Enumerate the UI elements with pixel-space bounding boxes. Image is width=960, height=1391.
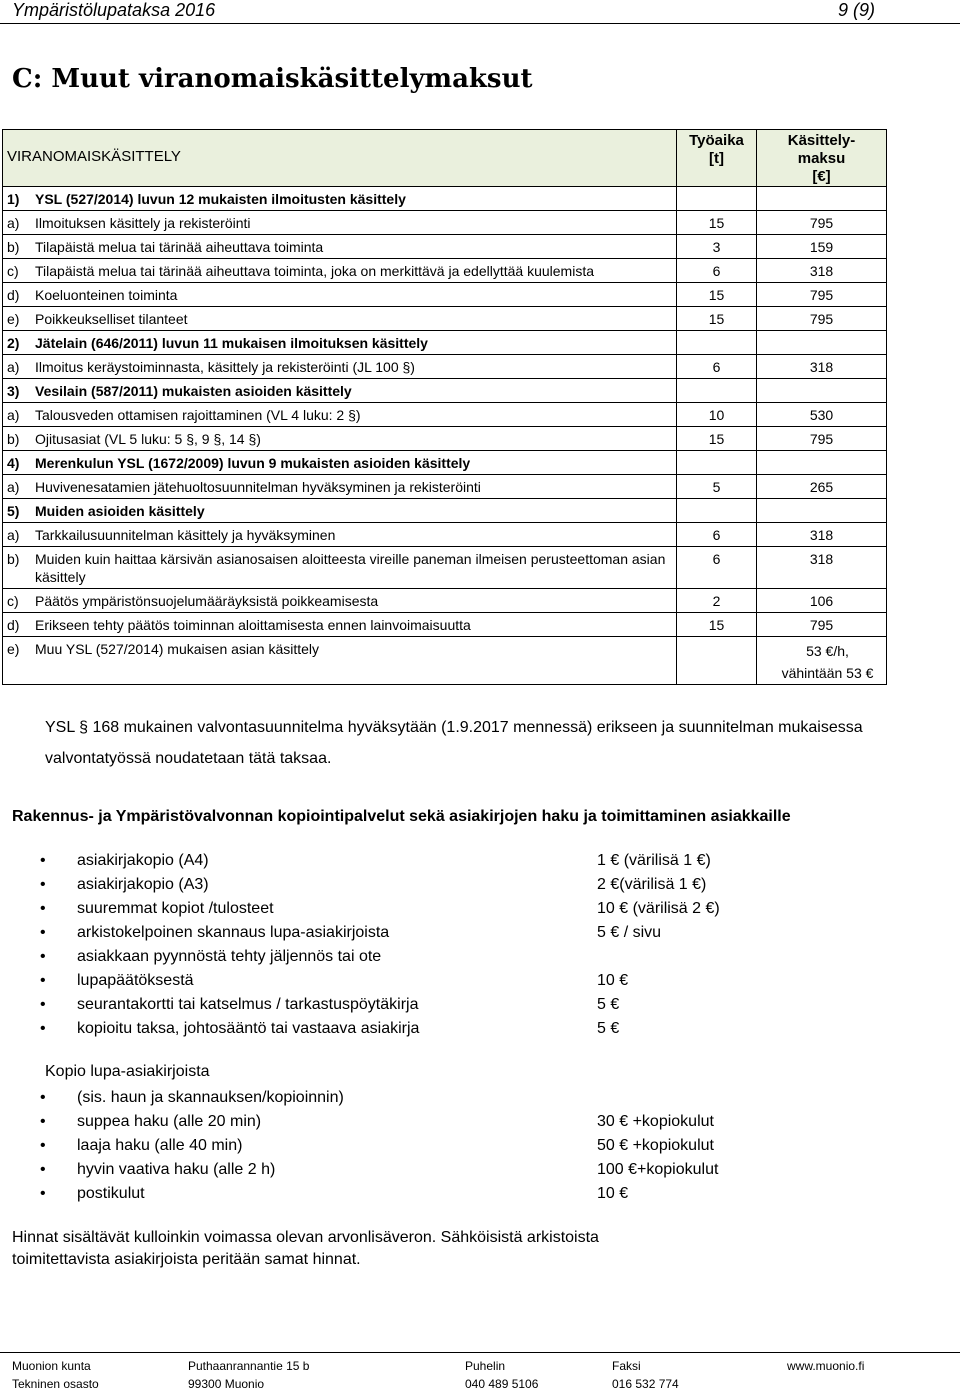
- row-label: b): [7, 239, 20, 255]
- table-section-row: [3, 187, 887, 211]
- row-text: Muiden asioiden käsittely: [35, 503, 205, 519]
- row-description: [3, 211, 677, 235]
- row-label: 3): [7, 383, 20, 399]
- row-description: [3, 451, 677, 475]
- bullet-icon: •: [40, 1089, 46, 1106]
- document-title: Ympäristölupataksa 2016: [12, 0, 216, 20]
- list-item-price: 1 € (värilisä 1 €): [597, 852, 711, 869]
- list-item-text: postikulut: [77, 1185, 145, 1202]
- bullet-icon: •: [40, 1113, 46, 1130]
- bullet-icon: •: [40, 1161, 46, 1178]
- vat-note: Hinnat sisältävät kulloinkin voimassa olevan arvonlisäveron. Sähköisistä arkistoista toimitettavista asiakirjoista peritään samat hinnat.: [12, 1229, 599, 1268]
- row-fee: [757, 451, 887, 475]
- row-description: [3, 637, 677, 685]
- row-label: 2): [7, 335, 20, 351]
- permit-copies-title: Kopio lupa-asiakirjoista: [45, 1063, 210, 1080]
- row-text: Muu YSL (527/2014) mukaisen asian käsittely: [35, 641, 320, 657]
- list-item-price: 10 € (värilisä 2 €): [597, 900, 720, 917]
- row-description: [3, 613, 677, 637]
- monitoring-plan-note: YSL § 168 mukainen valvontasuunnitelma hyväksytään (1.9.2017 mennessä) erikseen ja suunnitelman mukaisessa valvontatyössä noudatetaan tätä taksaa.: [45, 719, 863, 767]
- table-section-row: [3, 379, 887, 403]
- table-row: [3, 637, 887, 685]
- list-item-text: suppea haku (alle 20 min): [77, 1113, 262, 1130]
- table-row: [3, 589, 887, 613]
- bullet-icon: •: [40, 948, 46, 965]
- row-time: 3: [677, 235, 757, 259]
- row-time: 10: [677, 403, 757, 427]
- footer-website[interactable]: www.muonio.fi: [787, 1359, 865, 1373]
- row-fee: [757, 499, 887, 523]
- row-fee: 795: [757, 613, 887, 637]
- list-item-text: arkistokelpoinen skannaus lupa-asiakirjoista: [77, 924, 390, 941]
- footer-fax-label: Faksi: [612, 1359, 641, 1373]
- list-item-text: kopioitu taksa, johtosääntö tai vastaava asiakirja: [77, 1020, 420, 1037]
- row-label: c): [7, 263, 19, 279]
- row-fee: 318: [757, 547, 887, 589]
- row-text: Poikkeukselliset tilanteet: [35, 311, 188, 327]
- table-row: [3, 523, 887, 547]
- row-text: Vesilain (587/2011) mukaisten asioiden käsittely: [35, 383, 352, 399]
- bullet-icon: •: [40, 996, 46, 1013]
- row-text: Muiden kuin haittaa kärsivän asianosaisen aloitteesta vireille paneman ilmeisen perusteettoman asian käsittely: [35, 551, 666, 585]
- list-item-text: laaja haku (alle 40 min): [77, 1137, 243, 1154]
- bullet-icon: •: [40, 1020, 46, 1037]
- footer-org: Muonion kunta: [12, 1359, 91, 1373]
- bullet-icon: •: [40, 972, 46, 989]
- list-item-price: 100 €+kopiokulut: [597, 1161, 719, 1178]
- footer-postal: 99300 Muonio: [188, 1377, 265, 1391]
- bullet-icon: •: [40, 852, 46, 869]
- row-time: [677, 187, 757, 211]
- row-time: 15: [677, 283, 757, 307]
- row-text: Koeluonteinen toiminta: [35, 287, 178, 303]
- footer-fax: 016 532 774: [612, 1377, 679, 1391]
- row-text: YSL (527/2014) luvun 12 mukaisten ilmoitusten käsittely: [35, 191, 406, 207]
- list-item-text: (sis. haun ja skannauksen/kopioinnin): [77, 1089, 344, 1106]
- page-number: 9 (9): [838, 0, 876, 20]
- list-item-text: asiakirjakopio (A4): [77, 852, 209, 869]
- row-time: [677, 499, 757, 523]
- row-time: [677, 451, 757, 475]
- row-fee: 265: [757, 475, 887, 499]
- bullet-icon: •: [40, 900, 46, 917]
- row-fee: 795: [757, 211, 887, 235]
- row-time: 5: [677, 475, 757, 499]
- row-text: Talousveden ottamisen rajoittaminen (VL 4 luku: 2 §): [35, 407, 361, 423]
- footer-phone-label: Puhelin: [465, 1359, 506, 1373]
- row-text: Erikseen tehty päätös toiminnan aloittamisesta ennen lainvoimaisuutta: [35, 617, 471, 633]
- bullet-icon: •: [40, 1137, 46, 1154]
- list-item-price: 10 €: [597, 1185, 629, 1202]
- column-header-time: Työaika [t]: [677, 130, 757, 187]
- row-time: 15: [677, 211, 757, 235]
- table-row: [3, 355, 887, 379]
- row-label: b): [7, 551, 20, 567]
- row-description: [3, 589, 677, 613]
- bullet-icon: •: [40, 924, 46, 941]
- row-fee: 53 €/h, vähintään 53 €: [757, 637, 887, 685]
- row-label: a): [7, 479, 20, 495]
- row-fee: 159: [757, 235, 887, 259]
- row-fee: [757, 379, 887, 403]
- row-text: Ilmoitus keräystoiminnasta, käsittely ja rekisteröinti (JL 100 §): [35, 359, 415, 375]
- copy-services-title: Rakennus- ja Ympäristövalvonnan kopiointipalvelut sekä asiakirjojen haku ja toimittaminen asiakkaille: [12, 808, 791, 825]
- list-item-text: hyvin vaativa haku (alle 2 h): [77, 1161, 276, 1178]
- row-description: [3, 379, 677, 403]
- row-time: 6: [677, 523, 757, 547]
- row-label: 4): [7, 455, 20, 471]
- table-section-row: [3, 331, 887, 355]
- row-text: Tarkkailusuunnitelman käsittely ja hyväksyminen: [35, 527, 336, 543]
- row-label: 5): [7, 503, 20, 519]
- row-text: Huvivenesatamien jätehuoltosuunnitelman hyväksyminen ja rekisteröinti: [35, 479, 481, 495]
- row-label: a): [7, 359, 20, 375]
- fees-table: [2, 129, 887, 685]
- table-row: [3, 427, 887, 451]
- list-item-price: 5 € / sivu: [597, 924, 662, 941]
- list-item-text: lupapäätöksestä: [77, 972, 194, 989]
- row-time: 6: [677, 547, 757, 589]
- row-description: [3, 523, 677, 547]
- row-time: 6: [677, 355, 757, 379]
- row-time: 15: [677, 613, 757, 637]
- row-text: Jätelain (646/2011) luvun 11 mukaisen ilmoituksen käsittely: [35, 335, 428, 351]
- row-description: [3, 427, 677, 451]
- row-label: 1): [7, 191, 20, 207]
- row-time: [677, 637, 757, 685]
- row-description: [3, 235, 677, 259]
- table-row: [3, 307, 887, 331]
- row-fee: 795: [757, 307, 887, 331]
- row-label: a): [7, 215, 20, 231]
- row-time: 15: [677, 427, 757, 451]
- row-description: [3, 499, 677, 523]
- row-description: [3, 355, 677, 379]
- list-item-price: 10 €: [597, 972, 629, 989]
- row-label: a): [7, 527, 20, 543]
- row-description: [3, 307, 677, 331]
- row-fee: [757, 187, 887, 211]
- table-row: [3, 547, 887, 589]
- section-title: C: Muut viranomaiskäsittelymaksut: [12, 64, 533, 94]
- row-fee: [757, 331, 887, 355]
- list-item-text: asiakirjakopio (A3): [77, 876, 209, 893]
- row-label: e): [7, 641, 20, 657]
- row-label: c): [7, 593, 19, 609]
- row-fee: 318: [757, 355, 887, 379]
- row-label: b): [7, 431, 20, 447]
- list-item-price: 5 €: [597, 996, 620, 1013]
- list-item-text: suuremmat kopiot /tulosteet: [77, 900, 274, 917]
- footer-divider: [0, 1352, 960, 1353]
- row-time: 6: [677, 259, 757, 283]
- footer-dept: Tekninen osasto: [12, 1377, 99, 1391]
- row-time: 2: [677, 589, 757, 613]
- row-fee: 318: [757, 523, 887, 547]
- table-row: [3, 235, 887, 259]
- table-section-row: [3, 499, 887, 523]
- row-text: Tilapäistä melua tai tärinää aiheuttava toiminta, joka on merkittävä ja edellyttää kuulemista: [35, 263, 594, 279]
- list-item-price: 30 € +kopiokulut: [597, 1113, 714, 1130]
- list-item-price: 5 €: [597, 1020, 620, 1037]
- column-header-authority: VIRANOMAISKÄSITTELY: [3, 130, 677, 187]
- row-description: [3, 259, 677, 283]
- row-fee: 795: [757, 283, 887, 307]
- row-fee: 530: [757, 403, 887, 427]
- table-row: [3, 613, 887, 637]
- table-row: [3, 259, 887, 283]
- row-fee: 795: [757, 427, 887, 451]
- row-text: Tilapäistä melua tai tärinää aiheuttava toiminta: [35, 239, 324, 255]
- row-time: [677, 331, 757, 355]
- list-item-text: asiakkaan pyynnöstä tehty jäljennös tai ote: [77, 948, 382, 965]
- header-divider: [0, 23, 960, 24]
- table-row: [3, 475, 887, 499]
- row-text: Merenkulun YSL (1672/2009) luvun 9 mukaisten asioiden käsittely: [35, 455, 471, 471]
- row-description: [3, 283, 677, 307]
- bullet-icon: •: [40, 1185, 46, 1202]
- table-row: [3, 283, 887, 307]
- row-description: [3, 403, 677, 427]
- table-section-row: [3, 451, 887, 475]
- row-description: [3, 331, 677, 355]
- list-item-price: 50 € +kopiokulut: [597, 1137, 714, 1154]
- row-label: e): [7, 311, 20, 327]
- row-text: Ilmoituksen käsittely ja rekisteröinti: [35, 215, 251, 231]
- list-item-price: 2 €(värilisä 1 €): [597, 876, 707, 893]
- row-label: d): [7, 287, 20, 303]
- row-fee: 106: [757, 589, 887, 613]
- row-description: [3, 475, 677, 499]
- row-description: [3, 187, 677, 211]
- list-item-text: seurantakortti tai katselmus / tarkastuspöytäkirja: [77, 996, 419, 1013]
- row-time: [677, 379, 757, 403]
- row-text: Ojitusasiat (VL 5 luku: 5 §, 9 §, 14 §): [35, 431, 261, 447]
- footer-street: Puthaanrannantie 15 b: [188, 1359, 310, 1373]
- table-header-row: [3, 130, 887, 187]
- row-description: [3, 547, 677, 589]
- row-fee: 318: [757, 259, 887, 283]
- column-header-fee: Käsittely- maksu [€]: [757, 130, 887, 187]
- row-label: d): [7, 617, 20, 633]
- table-row: [3, 403, 887, 427]
- row-time: 15: [677, 307, 757, 331]
- table-row: [3, 211, 887, 235]
- footer-phone: 040 489 5106: [465, 1377, 539, 1391]
- bullet-icon: •: [40, 876, 46, 893]
- row-label: a): [7, 407, 20, 423]
- row-text: Päätös ympäristönsuojelumääräyksistä poikkeamisesta: [35, 593, 379, 609]
